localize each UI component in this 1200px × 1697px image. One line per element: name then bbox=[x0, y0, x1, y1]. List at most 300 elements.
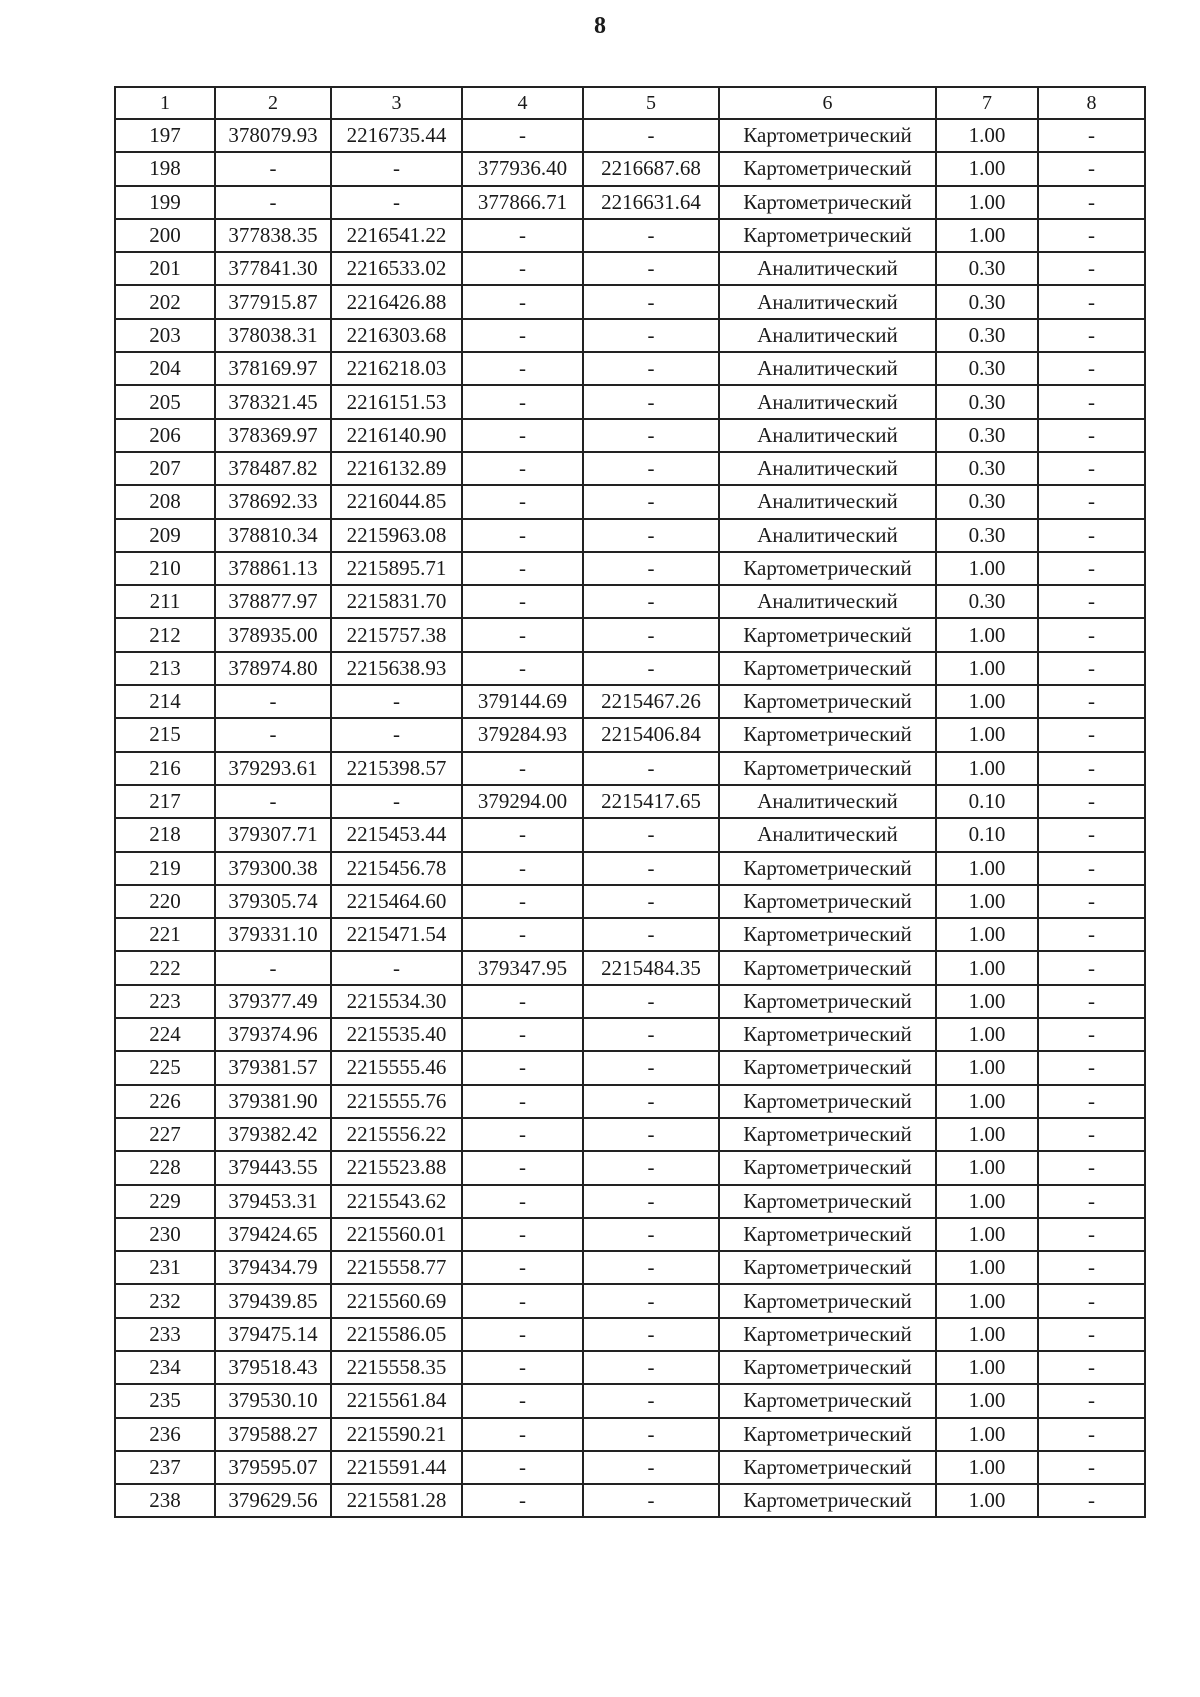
table-cell: 198 bbox=[115, 152, 215, 185]
table-cell: Аналитический bbox=[719, 485, 936, 518]
table-cell: 2215586.05 bbox=[331, 1318, 462, 1351]
table-cell: 379439.85 bbox=[215, 1284, 331, 1317]
table-cell: 205 bbox=[115, 385, 215, 418]
table-cell: - bbox=[462, 319, 583, 352]
table-cell: - bbox=[1038, 485, 1145, 518]
table-cell: - bbox=[215, 785, 331, 818]
table-cell: 378169.97 bbox=[215, 352, 331, 385]
table-cell: - bbox=[462, 918, 583, 951]
table-cell: 379629.56 bbox=[215, 1484, 331, 1517]
table-cell: 237 bbox=[115, 1451, 215, 1484]
table-cell: 379475.14 bbox=[215, 1318, 331, 1351]
table-cell: 379331.10 bbox=[215, 918, 331, 951]
table-cell: 379307.71 bbox=[215, 818, 331, 851]
table-cell: 1.00 bbox=[936, 652, 1038, 685]
table-row bbox=[115, 1018, 1145, 1051]
table-cell: Картометрический bbox=[719, 1418, 936, 1451]
table-cell: - bbox=[462, 1051, 583, 1084]
table-cell: 2215464.60 bbox=[331, 885, 462, 918]
table-cell: 211 bbox=[115, 585, 215, 618]
table-cell: - bbox=[583, 918, 719, 951]
table-cell: - bbox=[1038, 1318, 1145, 1351]
table-cell: - bbox=[1038, 119, 1145, 152]
table-cell: 2216044.85 bbox=[331, 485, 462, 518]
table-cell: - bbox=[583, 285, 719, 318]
table-cell: - bbox=[1038, 1384, 1145, 1417]
page-number: 8 bbox=[594, 13, 606, 39]
table-cell: 1.00 bbox=[936, 885, 1038, 918]
table-cell: - bbox=[583, 1118, 719, 1151]
table-cell: 2215523.88 bbox=[331, 1151, 462, 1184]
table-row bbox=[115, 186, 1145, 219]
table-cell: - bbox=[462, 252, 583, 285]
table-cell: - bbox=[331, 785, 462, 818]
table-cell: - bbox=[331, 152, 462, 185]
table-cell: - bbox=[1038, 1284, 1145, 1317]
column-header: 8 bbox=[1038, 87, 1145, 119]
table-cell: 0.30 bbox=[936, 252, 1038, 285]
table-cell: - bbox=[462, 885, 583, 918]
table-cell: Картометрический bbox=[719, 186, 936, 219]
table-cell: Аналитический bbox=[719, 419, 936, 452]
table-cell: - bbox=[462, 352, 583, 385]
table-row bbox=[115, 1418, 1145, 1451]
table-cell: 2215556.22 bbox=[331, 1118, 462, 1151]
table-cell: 0.30 bbox=[936, 385, 1038, 418]
table-cell: 1.00 bbox=[936, 1384, 1038, 1417]
table-cell: - bbox=[462, 1218, 583, 1251]
table-cell: 378861.13 bbox=[215, 552, 331, 585]
table-cell: 1.00 bbox=[936, 119, 1038, 152]
table-cell: - bbox=[1038, 1418, 1145, 1451]
table-cell: 224 bbox=[115, 1018, 215, 1051]
table-cell: 2215560.69 bbox=[331, 1284, 462, 1317]
table-row bbox=[115, 419, 1145, 452]
table-cell: 2215831.70 bbox=[331, 585, 462, 618]
table-cell: - bbox=[462, 752, 583, 785]
table-cell: 2215581.28 bbox=[331, 1484, 462, 1517]
table-cell: - bbox=[583, 1451, 719, 1484]
table-cell: Картометрический bbox=[719, 951, 936, 984]
column-header: 6 bbox=[719, 87, 936, 119]
table-cell: 214 bbox=[115, 685, 215, 718]
table-cell: Аналитический bbox=[719, 818, 936, 851]
table-cell: 203 bbox=[115, 319, 215, 352]
table-cell: 2215561.84 bbox=[331, 1384, 462, 1417]
table-cell: Аналитический bbox=[719, 585, 936, 618]
table-cell: - bbox=[462, 985, 583, 1018]
table-cell: - bbox=[331, 186, 462, 219]
table-cell: 1.00 bbox=[936, 1484, 1038, 1517]
table-cell: - bbox=[1038, 585, 1145, 618]
table-row bbox=[115, 1118, 1145, 1151]
table-cell: 1.00 bbox=[936, 552, 1038, 585]
table-cell: 378369.97 bbox=[215, 419, 331, 452]
table-cell: - bbox=[462, 1085, 583, 1118]
table-cell: 379300.38 bbox=[215, 852, 331, 885]
table-cell: 1.00 bbox=[936, 1251, 1038, 1284]
table-cell: 236 bbox=[115, 1418, 215, 1451]
table-cell: - bbox=[583, 485, 719, 518]
table-body bbox=[115, 119, 1145, 1517]
table-cell: Картометрический bbox=[719, 1384, 936, 1417]
table-cell: 227 bbox=[115, 1118, 215, 1151]
table-cell: Картометрический bbox=[719, 1251, 936, 1284]
table-cell: 234 bbox=[115, 1351, 215, 1384]
table-cell: 231 bbox=[115, 1251, 215, 1284]
table-cell: - bbox=[583, 352, 719, 385]
table-cell: 2215453.44 bbox=[331, 818, 462, 851]
table-cell: 2215471.54 bbox=[331, 918, 462, 951]
table-cell: - bbox=[331, 718, 462, 751]
table-cell: - bbox=[1038, 552, 1145, 585]
table-cell: - bbox=[583, 319, 719, 352]
table-cell: - bbox=[462, 1484, 583, 1517]
table-cell: - bbox=[583, 519, 719, 552]
table-row bbox=[115, 485, 1145, 518]
table-cell: Картометрический bbox=[719, 1484, 936, 1517]
table-cell: 378692.33 bbox=[215, 485, 331, 518]
table-cell: 379294.00 bbox=[462, 785, 583, 818]
table-cell: - bbox=[1038, 1251, 1145, 1284]
table-row bbox=[115, 1251, 1145, 1284]
table-row bbox=[115, 452, 1145, 485]
table-cell: - bbox=[1038, 852, 1145, 885]
table-cell: 1.00 bbox=[936, 1085, 1038, 1118]
coordinates-table bbox=[114, 86, 1146, 1518]
table-cell: 1.00 bbox=[936, 1284, 1038, 1317]
table-cell: 202 bbox=[115, 285, 215, 318]
table-cell: 2215558.35 bbox=[331, 1351, 462, 1384]
table-cell: 1.00 bbox=[936, 951, 1038, 984]
table-cell: 1.00 bbox=[936, 852, 1038, 885]
table-cell: 223 bbox=[115, 985, 215, 1018]
table-cell: 2216541.22 bbox=[331, 219, 462, 252]
table-cell: 210 bbox=[115, 552, 215, 585]
table-cell: - bbox=[1038, 885, 1145, 918]
table-cell: - bbox=[583, 1418, 719, 1451]
table-cell: 0.10 bbox=[936, 785, 1038, 818]
table-cell: 378321.45 bbox=[215, 385, 331, 418]
table-cell: 378877.97 bbox=[215, 585, 331, 618]
table-cell: - bbox=[583, 985, 719, 1018]
table-cell: - bbox=[462, 1418, 583, 1451]
table-row bbox=[115, 1284, 1145, 1317]
table-cell: - bbox=[583, 818, 719, 851]
table-cell: 229 bbox=[115, 1185, 215, 1218]
table-cell: - bbox=[462, 419, 583, 452]
table-cell: - bbox=[1038, 419, 1145, 452]
table-cell: 2216303.68 bbox=[331, 319, 462, 352]
table-cell: Аналитический bbox=[719, 252, 936, 285]
table-cell: Аналитический bbox=[719, 319, 936, 352]
table-cell: 2215963.08 bbox=[331, 519, 462, 552]
table-cell: 2215590.21 bbox=[331, 1418, 462, 1451]
table-row bbox=[115, 319, 1145, 352]
table-cell: 2215560.01 bbox=[331, 1218, 462, 1251]
table-cell: Картометрический bbox=[719, 1218, 936, 1251]
table-cell: - bbox=[1038, 1085, 1145, 1118]
table-cell: Картометрический bbox=[719, 119, 936, 152]
table-cell: 378974.80 bbox=[215, 652, 331, 685]
table-cell: 377841.30 bbox=[215, 252, 331, 285]
table-cell: - bbox=[462, 1018, 583, 1051]
table-cell: 379518.43 bbox=[215, 1351, 331, 1384]
table-cell: 2215398.57 bbox=[331, 752, 462, 785]
table-cell: 1.00 bbox=[936, 1151, 1038, 1184]
table-cell: - bbox=[215, 718, 331, 751]
table-cell: 221 bbox=[115, 918, 215, 951]
table-cell: 1.00 bbox=[936, 1318, 1038, 1351]
table-row bbox=[115, 119, 1145, 152]
table-row bbox=[115, 1185, 1145, 1218]
table-cell: Картометрический bbox=[719, 618, 936, 651]
table-cell: - bbox=[462, 618, 583, 651]
table-cell: Картометрический bbox=[719, 1018, 936, 1051]
table-cell: 218 bbox=[115, 818, 215, 851]
table-cell: - bbox=[462, 1118, 583, 1151]
table-row bbox=[115, 252, 1145, 285]
table-cell: 379305.74 bbox=[215, 885, 331, 918]
table-row bbox=[115, 985, 1145, 1018]
table-cell: 379382.42 bbox=[215, 1118, 331, 1151]
table-cell: 208 bbox=[115, 485, 215, 518]
table-cell: - bbox=[1038, 918, 1145, 951]
table-row bbox=[115, 1351, 1145, 1384]
table-cell: - bbox=[1038, 718, 1145, 751]
table-cell: 2216218.03 bbox=[331, 352, 462, 385]
table-cell: 219 bbox=[115, 852, 215, 885]
table-row bbox=[115, 685, 1145, 718]
table-cell: 2215484.35 bbox=[583, 951, 719, 984]
table-cell: - bbox=[462, 219, 583, 252]
table-cell: - bbox=[462, 485, 583, 518]
table-cell: 379284.93 bbox=[462, 718, 583, 751]
table-cell: 378810.34 bbox=[215, 519, 331, 552]
table-cell: - bbox=[1038, 352, 1145, 385]
table-cell: 199 bbox=[115, 186, 215, 219]
table-cell: 212 bbox=[115, 618, 215, 651]
table-cell: - bbox=[583, 1218, 719, 1251]
table-cell: Аналитический bbox=[719, 352, 936, 385]
table-cell: - bbox=[1038, 219, 1145, 252]
table-cell: 0.30 bbox=[936, 319, 1038, 352]
table-cell: - bbox=[462, 1284, 583, 1317]
table-cell: 379530.10 bbox=[215, 1384, 331, 1417]
table-cell: 1.00 bbox=[936, 219, 1038, 252]
table-cell: 0.30 bbox=[936, 585, 1038, 618]
table-cell: - bbox=[1038, 385, 1145, 418]
table-cell: 2215456.78 bbox=[331, 852, 462, 885]
table-cell: 1.00 bbox=[936, 1018, 1038, 1051]
table-row bbox=[115, 1318, 1145, 1351]
table-cell: - bbox=[1038, 685, 1145, 718]
table-cell: 1.00 bbox=[936, 186, 1038, 219]
table-cell: - bbox=[462, 1251, 583, 1284]
table-cell: Картометрический bbox=[719, 885, 936, 918]
table-cell: 1.00 bbox=[936, 618, 1038, 651]
table-cell: - bbox=[583, 419, 719, 452]
table-row bbox=[115, 219, 1145, 252]
table-cell: 216 bbox=[115, 752, 215, 785]
table-cell: 377915.87 bbox=[215, 285, 331, 318]
table-cell: 2215406.84 bbox=[583, 718, 719, 751]
table-cell: 2215558.77 bbox=[331, 1251, 462, 1284]
table-cell: - bbox=[1038, 951, 1145, 984]
table-cell: - bbox=[1038, 1218, 1145, 1251]
table-cell: 379453.31 bbox=[215, 1185, 331, 1218]
table-row bbox=[115, 852, 1145, 885]
table-cell: Картометрический bbox=[719, 1118, 936, 1151]
table-cell: - bbox=[583, 385, 719, 418]
table-cell: - bbox=[215, 152, 331, 185]
table-cell: - bbox=[583, 1151, 719, 1184]
table-cell: 1.00 bbox=[936, 1051, 1038, 1084]
header-row bbox=[115, 87, 1145, 119]
table-cell: Картометрический bbox=[719, 852, 936, 885]
table-row bbox=[115, 618, 1145, 651]
table-cell: 228 bbox=[115, 1151, 215, 1184]
table-cell: 379588.27 bbox=[215, 1418, 331, 1451]
table-cell: - bbox=[1038, 285, 1145, 318]
table-row bbox=[115, 718, 1145, 751]
table-cell: 2215535.40 bbox=[331, 1018, 462, 1051]
table-cell: 0.30 bbox=[936, 352, 1038, 385]
table-cell: Картометрический bbox=[719, 1051, 936, 1084]
table-cell: 1.00 bbox=[936, 1351, 1038, 1384]
table-cell: 215 bbox=[115, 718, 215, 751]
table-cell: - bbox=[1038, 618, 1145, 651]
table-cell: - bbox=[1038, 519, 1145, 552]
table-cell: - bbox=[1038, 1051, 1145, 1084]
table-cell: - bbox=[583, 618, 719, 651]
table-cell: - bbox=[1038, 1451, 1145, 1484]
table-cell: Картометрический bbox=[719, 1318, 936, 1351]
table-row bbox=[115, 918, 1145, 951]
table-cell: - bbox=[1038, 652, 1145, 685]
table-cell: 1.00 bbox=[936, 152, 1038, 185]
table-cell: 378079.93 bbox=[215, 119, 331, 152]
table-cell: Картометрический bbox=[719, 718, 936, 751]
table-cell: - bbox=[583, 1085, 719, 1118]
table-cell: 0.30 bbox=[936, 285, 1038, 318]
table-cell: 2215757.38 bbox=[331, 618, 462, 651]
table-cell: 378935.00 bbox=[215, 618, 331, 651]
table-cell: Картометрический bbox=[719, 918, 936, 951]
table-row bbox=[115, 519, 1145, 552]
table-cell: - bbox=[462, 652, 583, 685]
table-cell: 379434.79 bbox=[215, 1251, 331, 1284]
table-cell: 1.00 bbox=[936, 685, 1038, 718]
table-cell: - bbox=[1038, 252, 1145, 285]
table-cell: - bbox=[583, 1018, 719, 1051]
table-cell: - bbox=[331, 685, 462, 718]
table-cell: Картометрический bbox=[719, 652, 936, 685]
table-cell: - bbox=[583, 252, 719, 285]
table-cell: - bbox=[583, 852, 719, 885]
table-cell: 0.30 bbox=[936, 419, 1038, 452]
table-cell: 0.30 bbox=[936, 485, 1038, 518]
table-cell: 0.30 bbox=[936, 452, 1038, 485]
table-cell: 1.00 bbox=[936, 1185, 1038, 1218]
table-cell: Аналитический bbox=[719, 785, 936, 818]
table-cell: 220 bbox=[115, 885, 215, 918]
table-cell: 2215417.65 bbox=[583, 785, 719, 818]
table-cell: - bbox=[462, 285, 583, 318]
table-cell: Картометрический bbox=[719, 752, 936, 785]
table-row bbox=[115, 818, 1145, 851]
table-cell: Аналитический bbox=[719, 385, 936, 418]
table-cell: - bbox=[1038, 785, 1145, 818]
table-cell: 378487.82 bbox=[215, 452, 331, 485]
table-row bbox=[115, 1451, 1145, 1484]
table-cell: 2216631.64 bbox=[583, 186, 719, 219]
table-cell: - bbox=[583, 1051, 719, 1084]
table-cell: - bbox=[462, 385, 583, 418]
table-cell: - bbox=[215, 685, 331, 718]
table-cell: 2216533.02 bbox=[331, 252, 462, 285]
table-cell: 2216132.89 bbox=[331, 452, 462, 485]
table-cell: - bbox=[462, 452, 583, 485]
table-row bbox=[115, 1151, 1145, 1184]
table-row bbox=[115, 1484, 1145, 1517]
table-cell: 233 bbox=[115, 1318, 215, 1351]
table-cell: Картометрический bbox=[719, 1451, 936, 1484]
table-row bbox=[115, 885, 1145, 918]
column-header: 4 bbox=[462, 87, 583, 119]
table-cell: - bbox=[462, 1151, 583, 1184]
table-cell: 379443.55 bbox=[215, 1151, 331, 1184]
table-cell: Аналитический bbox=[719, 285, 936, 318]
table-row bbox=[115, 352, 1145, 385]
table-cell: - bbox=[462, 852, 583, 885]
table-cell: - bbox=[583, 1318, 719, 1351]
table-cell: 379144.69 bbox=[462, 685, 583, 718]
table-cell: 1.00 bbox=[936, 918, 1038, 951]
table-cell: 213 bbox=[115, 652, 215, 685]
table-cell: 201 bbox=[115, 252, 215, 285]
table-cell: - bbox=[1038, 452, 1145, 485]
table-row bbox=[115, 1085, 1145, 1118]
table-cell: 2215555.76 bbox=[331, 1085, 462, 1118]
table-cell: 207 bbox=[115, 452, 215, 485]
table-cell: 238 bbox=[115, 1484, 215, 1517]
table-cell: - bbox=[1038, 1151, 1145, 1184]
table-row bbox=[115, 1051, 1145, 1084]
table-cell: - bbox=[462, 119, 583, 152]
table-cell: 225 bbox=[115, 1051, 215, 1084]
table-cell: - bbox=[583, 1384, 719, 1417]
table-cell: 209 bbox=[115, 519, 215, 552]
table-row bbox=[115, 951, 1145, 984]
table-cell: Картометрический bbox=[719, 985, 936, 1018]
column-header: 3 bbox=[331, 87, 462, 119]
table-cell: - bbox=[1038, 818, 1145, 851]
table-cell: - bbox=[462, 1351, 583, 1384]
table-cell: Картометрический bbox=[719, 1351, 936, 1384]
table-cell: 379424.65 bbox=[215, 1218, 331, 1251]
table-cell: - bbox=[583, 1351, 719, 1384]
table-cell: - bbox=[462, 519, 583, 552]
table-row bbox=[115, 1218, 1145, 1251]
column-header: 2 bbox=[215, 87, 331, 119]
table-cell: Картометрический bbox=[719, 552, 936, 585]
table-cell: 377936.40 bbox=[462, 152, 583, 185]
table-row bbox=[115, 752, 1145, 785]
table-cell: - bbox=[1038, 319, 1145, 352]
table-cell: - bbox=[462, 1318, 583, 1351]
table-cell: 204 bbox=[115, 352, 215, 385]
